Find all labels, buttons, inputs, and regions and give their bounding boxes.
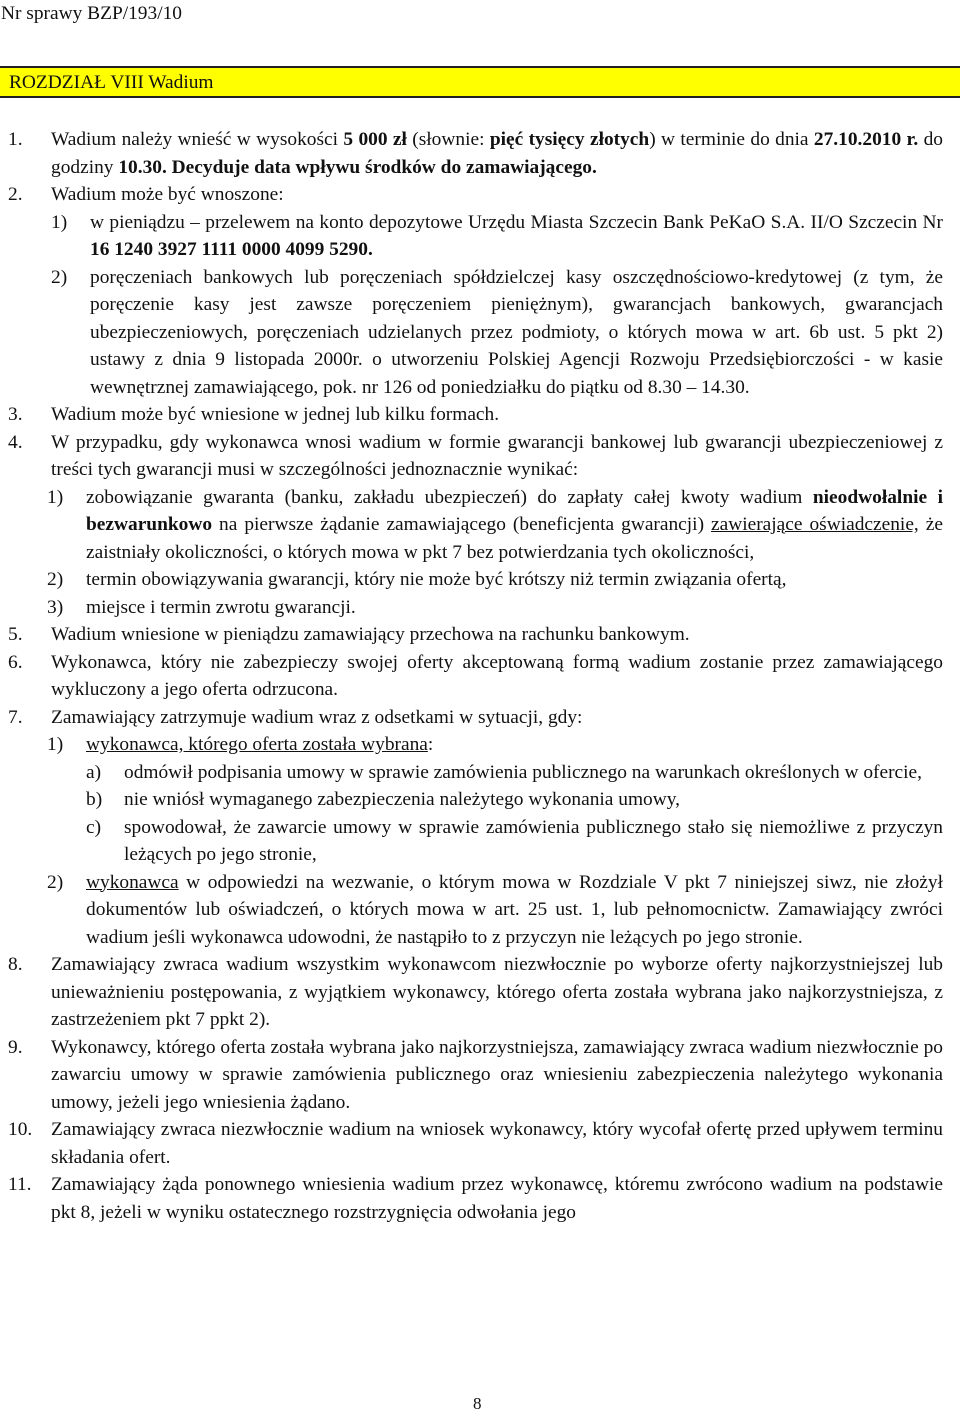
letter-items <box>86 759 943 869</box>
letter-number: b) <box>86 789 103 810</box>
item-number: 7. <box>8 706 23 728</box>
text: : <box>427 734 434 755</box>
text: na pierwsze żądanie zamawiającego (beneficjenta gwarancji) <box>212 514 712 535</box>
sub-item-2 <box>47 869 943 952</box>
sub-item-3 <box>47 594 943 622</box>
sub-number: 2) <box>47 569 64 590</box>
text: w odpowiedzi na wezwanie, o którym mowa w Rozdziale V pkt 7 niniejszej siwz, nie złożył dokumentów lub oświadczeń, o których mowa w art. 25 ust. 1, lub pełnomocnictw. Zamawiający zwróci wadium jeśli wykonawca udowodni, że nastąpiło to z przyczyn nie leżących po jego stronie. <box>86 871 943 948</box>
text: miejsce i termin zwrotu gwarancji. <box>86 596 356 618</box>
amount: 5 000 zł <box>343 129 407 150</box>
item-number: 4. <box>8 431 23 453</box>
case-number: Nr sprawy BZP/193/10 <box>1 3 182 24</box>
sub-number: 3) <box>47 596 64 618</box>
deadline-time: 10.30. <box>118 156 167 178</box>
underlined-phrase: wykonawca <box>86 871 179 893</box>
sub-number: 2) <box>47 871 64 893</box>
item-number: 10. <box>8 1119 33 1140</box>
item-number: 6. <box>8 651 23 673</box>
list-item-6 <box>8 649 943 704</box>
item-number: 5. <box>8 624 23 645</box>
bold-phrase: nieodwołalnie i bezwarunkowo <box>86 486 943 535</box>
sub-number: 1) <box>47 734 64 755</box>
item-intro: Zamawiający zatrzymuje wadium wraz z odsetkami w sytuacji, gdy: <box>51 706 583 728</box>
list-item-4 <box>8 429 943 484</box>
letter-number: c) <box>86 816 102 838</box>
text: Wadium może być wniesione w jednej lub kilku formach. <box>51 404 500 425</box>
page-number: 8 <box>473 1394 482 1413</box>
list-item-11 <box>8 1171 943 1226</box>
list-item-9 <box>8 1034 943 1117</box>
document-body <box>8 126 943 1226</box>
item-number: 11. <box>8 1174 32 1195</box>
list-item-8 <box>8 951 943 1034</box>
chapter-title: ROZDZIAŁ VIII Wadium <box>9 72 214 93</box>
letter-item-c <box>86 814 943 869</box>
text: że zaistniały okoliczności, o których mowa w pkt 7 bez potwierdzania tych okoliczności, <box>86 514 943 563</box>
item-number: 9. <box>8 1036 23 1058</box>
sub-number: 1) <box>47 486 64 508</box>
sub-number: 2) <box>51 266 68 288</box>
list-item-1 <box>8 126 943 181</box>
text: ) w terminie do dnia <box>649 129 814 150</box>
list-item-5 <box>8 621 943 649</box>
text: Zamawiający zwraca wadium wszystkim wykonawcom niezwłocznie po wyborze oferty najkorzystniejszej lub unieważnieniu postępowania, z wyjątkiem wykonawcy, którego oferta została wybrana jako najkorzystniejsza, z zastrzeżeniem pkt 7 ppkt 2). <box>51 954 943 1030</box>
letter-number: a) <box>86 761 102 783</box>
underlined-phrase: zawierające oświadczenie, <box>711 514 919 535</box>
list-item-10 <box>8 1116 943 1171</box>
chapter-heading <box>0 66 960 98</box>
letter-item-a <box>86 759 943 787</box>
text: poręczeniach bankowych lub poręczeniach spółdzielczej kasy oszczędnościowo-kredytowej (z tym, że poręczenie kasy jest zawsze poręczeniem pieniężnym), gwarancjach bankowych, gwarancjach ubezpieczeniowych, poręczeniach udzielanych przez podmioty, o których mowa w art. 6b ust. 5 pkt 2) ustawy z dnia 9 listopada 2000r. o utworzeniu Polskiej Agencji Rozwoju Przedsiębiorczości - w kasie wewnętrznej zamawiającego, pok. nr 126 od poniedziałku do piątku od 8.30 – 14.30. <box>90 266 943 398</box>
sub-item-1 <box>47 484 943 567</box>
item-number: 1. <box>8 129 23 150</box>
sub-item-1 <box>47 731 943 759</box>
amount-words: pięć tysięcy złotych <box>489 129 650 150</box>
item-number: 8. <box>8 954 23 975</box>
text: w pieniądzu – przelewem na konto depozytowe Urzędu Miasta Szczecin Bank PeKaO S.A. II/O Szczecin Nr <box>90 211 943 233</box>
list-item-2 <box>8 181 943 401</box>
text: Wykonawca, który nie zabezpieczy swojej oferty akceptowaną formą wadium zostanie przez zamawiającego wykluczony a jego oferta odrzucona. <box>51 651 943 700</box>
text: Wykonawcy, którego oferta została wybrana jako najkorzystniejsza, zamawiający zwraca wadium niezwłocznie po zawarciu umowy w sprawie zamówienia publicznego oraz wniesieniu zabezpieczenia należytego wykonania umowy, jeżeli jego wniesienia żądano. <box>51 1036 943 1113</box>
item-4-subitems <box>47 484 943 622</box>
text: (słownie: <box>406 129 490 150</box>
text: Wadium należy wnieść w wysokości <box>51 129 344 150</box>
text: termin obowiązywania gwarancji, który nie może być krótszy niż termin związania ofertą, <box>86 569 787 590</box>
item-intro: W przypadku, gdy wykonawca wnosi wadium w formie gwarancji bankowej lub gwarancji ubezpieczeniowej z treści tych gwarancji musi w szczególności jednoznacznie wynikać: <box>51 431 943 480</box>
letter-item-b <box>86 786 943 814</box>
item-number: 2. <box>8 184 23 205</box>
bold-note: Decyduje data wpływu środków do zamawiającego. <box>171 156 597 178</box>
sub-item-1 <box>51 209 943 264</box>
text: nie wniósł wymaganego zabezpieczenia należytego wykonania umowy, <box>124 789 681 810</box>
item-intro: Wadium może być wnoszone: <box>51 184 284 205</box>
sub-number: 1) <box>51 211 68 233</box>
text: Wadium wniesione w pieniądzu zamawiający przechowa na rachunku bankowym. <box>51 624 690 645</box>
text: do godziny <box>51 129 943 178</box>
account-number: 16 1240 3927 1111 0000 4099 5290. <box>90 239 373 260</box>
text: Zamawiający żąda ponownego wniesienia wadium przez wykonawcę, któremu zwrócono wadium na podstawie pkt 8, jeżeli w wyniku ostatecznego rozstrzygnięcia odwołania jego <box>51 1174 943 1223</box>
text: zobowiązanie gwaranta (banku, zakładu ubezpieczeń) do zapłaty całej kwoty wadium <box>86 486 813 508</box>
list-item-7 <box>8 704 943 732</box>
item-7-subitems <box>47 731 943 951</box>
text: odmówił podpisania umowy w sprawie zamówienia publicznego na warunkach określonych w ofercie, <box>124 761 923 783</box>
item-number: 3. <box>8 404 23 425</box>
text: spowodował, że zawarcie umowy w sprawie zamówienia publicznego stało się niemożliwe z przyczyn leżących po jego stronie, <box>124 816 943 865</box>
sub-item-2 <box>47 566 943 594</box>
sub-item-2 <box>51 264 943 402</box>
text: Zamawiający zwraca niezwłocznie wadium na wniosek wykonawcy, który wycofał ofertę przed upływem terminu składania ofert. <box>51 1119 943 1168</box>
deadline-date: 27.10.2010 r. <box>813 129 919 150</box>
list-item-3 <box>8 401 943 429</box>
underlined-phrase: wykonawca, którego oferta została wybrana <box>86 734 428 755</box>
